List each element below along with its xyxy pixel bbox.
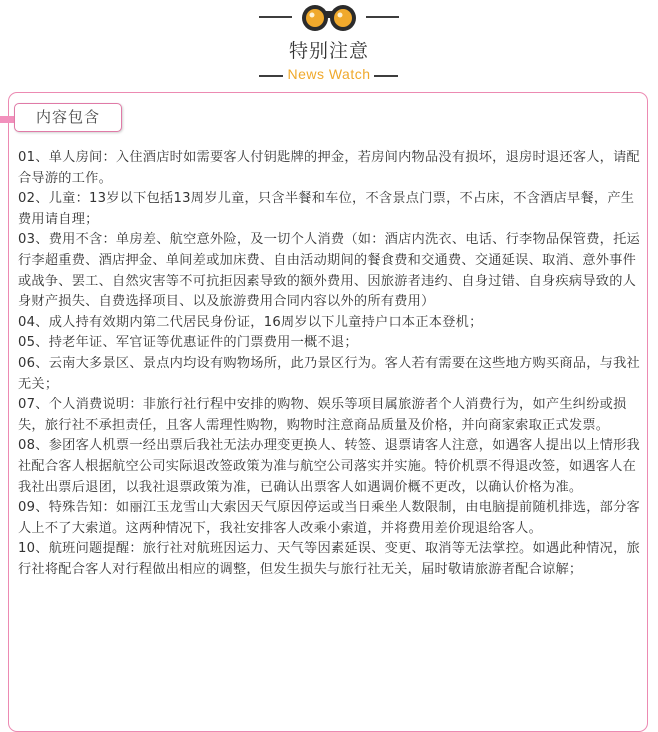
notice-item-10: 10、航班问题提醒：旅行社对航班因运力、天气等因素延误、变更、取消等无法掌控。如遇此种情况，旅行社将配合客人对行程做出相应的调整，但发生损失与旅行社无关，届时敬请旅游者配合谅解； <box>18 541 640 577</box>
notice-list <box>18 148 643 580</box>
header-line-right-bottom <box>374 75 398 77</box>
header-line-left-top <box>259 16 292 18</box>
notice-item-02: 02、儿童：13岁以下包括13周岁儿童，只含半餐和车位，不含景点门票，不占床，不含酒店早餐，产生费用请自理； <box>18 191 635 227</box>
notice-item-09: 09、特殊告知：如丽江玉龙雪山大索因天气原因停运或当日乘坐人数限制，由电脑提前随机排选，部分客人上不了大索道。这两种情况下，我社安排客人改乘小索道，并将费用差价现退给客人。 <box>18 500 640 536</box>
page-subtitle: News Watch <box>287 66 371 82</box>
page-title: 特别注意 <box>288 40 369 62</box>
section-tag: 内容包含 <box>14 103 122 132</box>
notice-item-03: 03、费用不含：单房差、航空意外险，及一切个人消费（如：酒店内洗衣、电话、行李物品保管费，托运行李超重费、酒店押金、单间差或加床费、自由活动期间的餐食费和交通费、交通延误、取消、意外事件或战争、罢工、自然灾害等不可抗拒因素导致的额外费用、因旅游者违约、自身过错、自身疾病导致的人身财产损失、自费选择项目、以及旅游费用合同内容以外的所有费用） <box>18 232 640 310</box>
notice-item-05: 05、持老年证、军官证等优惠证件的门票费用一概不退； <box>18 335 358 351</box>
notice-item-01: 01、单人房间：入住酒店时如需要客人付钥匙牌的押金，若房间内物品没有损坏，退房时退还客人，请配合导游的工作。 <box>18 150 640 186</box>
notice-item-04: 04、成人持有效期内第二代居民身份证，16周岁以下儿童持户口本正本登机； <box>18 314 483 330</box>
notice-item-07: 07、个人消费说明：非旅行社行程中安排的购物、娱乐等项目属旅游者个人消费行为，如产生纠纷或损失，旅行社不承担责任，且客人需理性购物，购物时注意商品质量及价格，并向商家索取正式发票。 <box>18 397 627 433</box>
notice-item-06: 06、云南大多景区、景点内均设有购物场所，此乃景区行为。客人若有需要在这些地方购买商品，与我社无关； <box>18 355 640 392</box>
binoculars-icon <box>301 3 357 33</box>
header-line-right-top <box>366 16 399 18</box>
notice-item-08: 08、参团客人机票一经出票后我社无法办理变更换人、转签、退票请客人注意，如遇客人提出以上情形我社配合客人根据航空公司实际退改签政策为准与航空公司落实并实施。特价机票不得退改签，如遇客人在我社出票后退团，以我社退票政策为准，已确认出票客人如遇调价概不更改，以确认价格为准。 <box>18 438 640 495</box>
